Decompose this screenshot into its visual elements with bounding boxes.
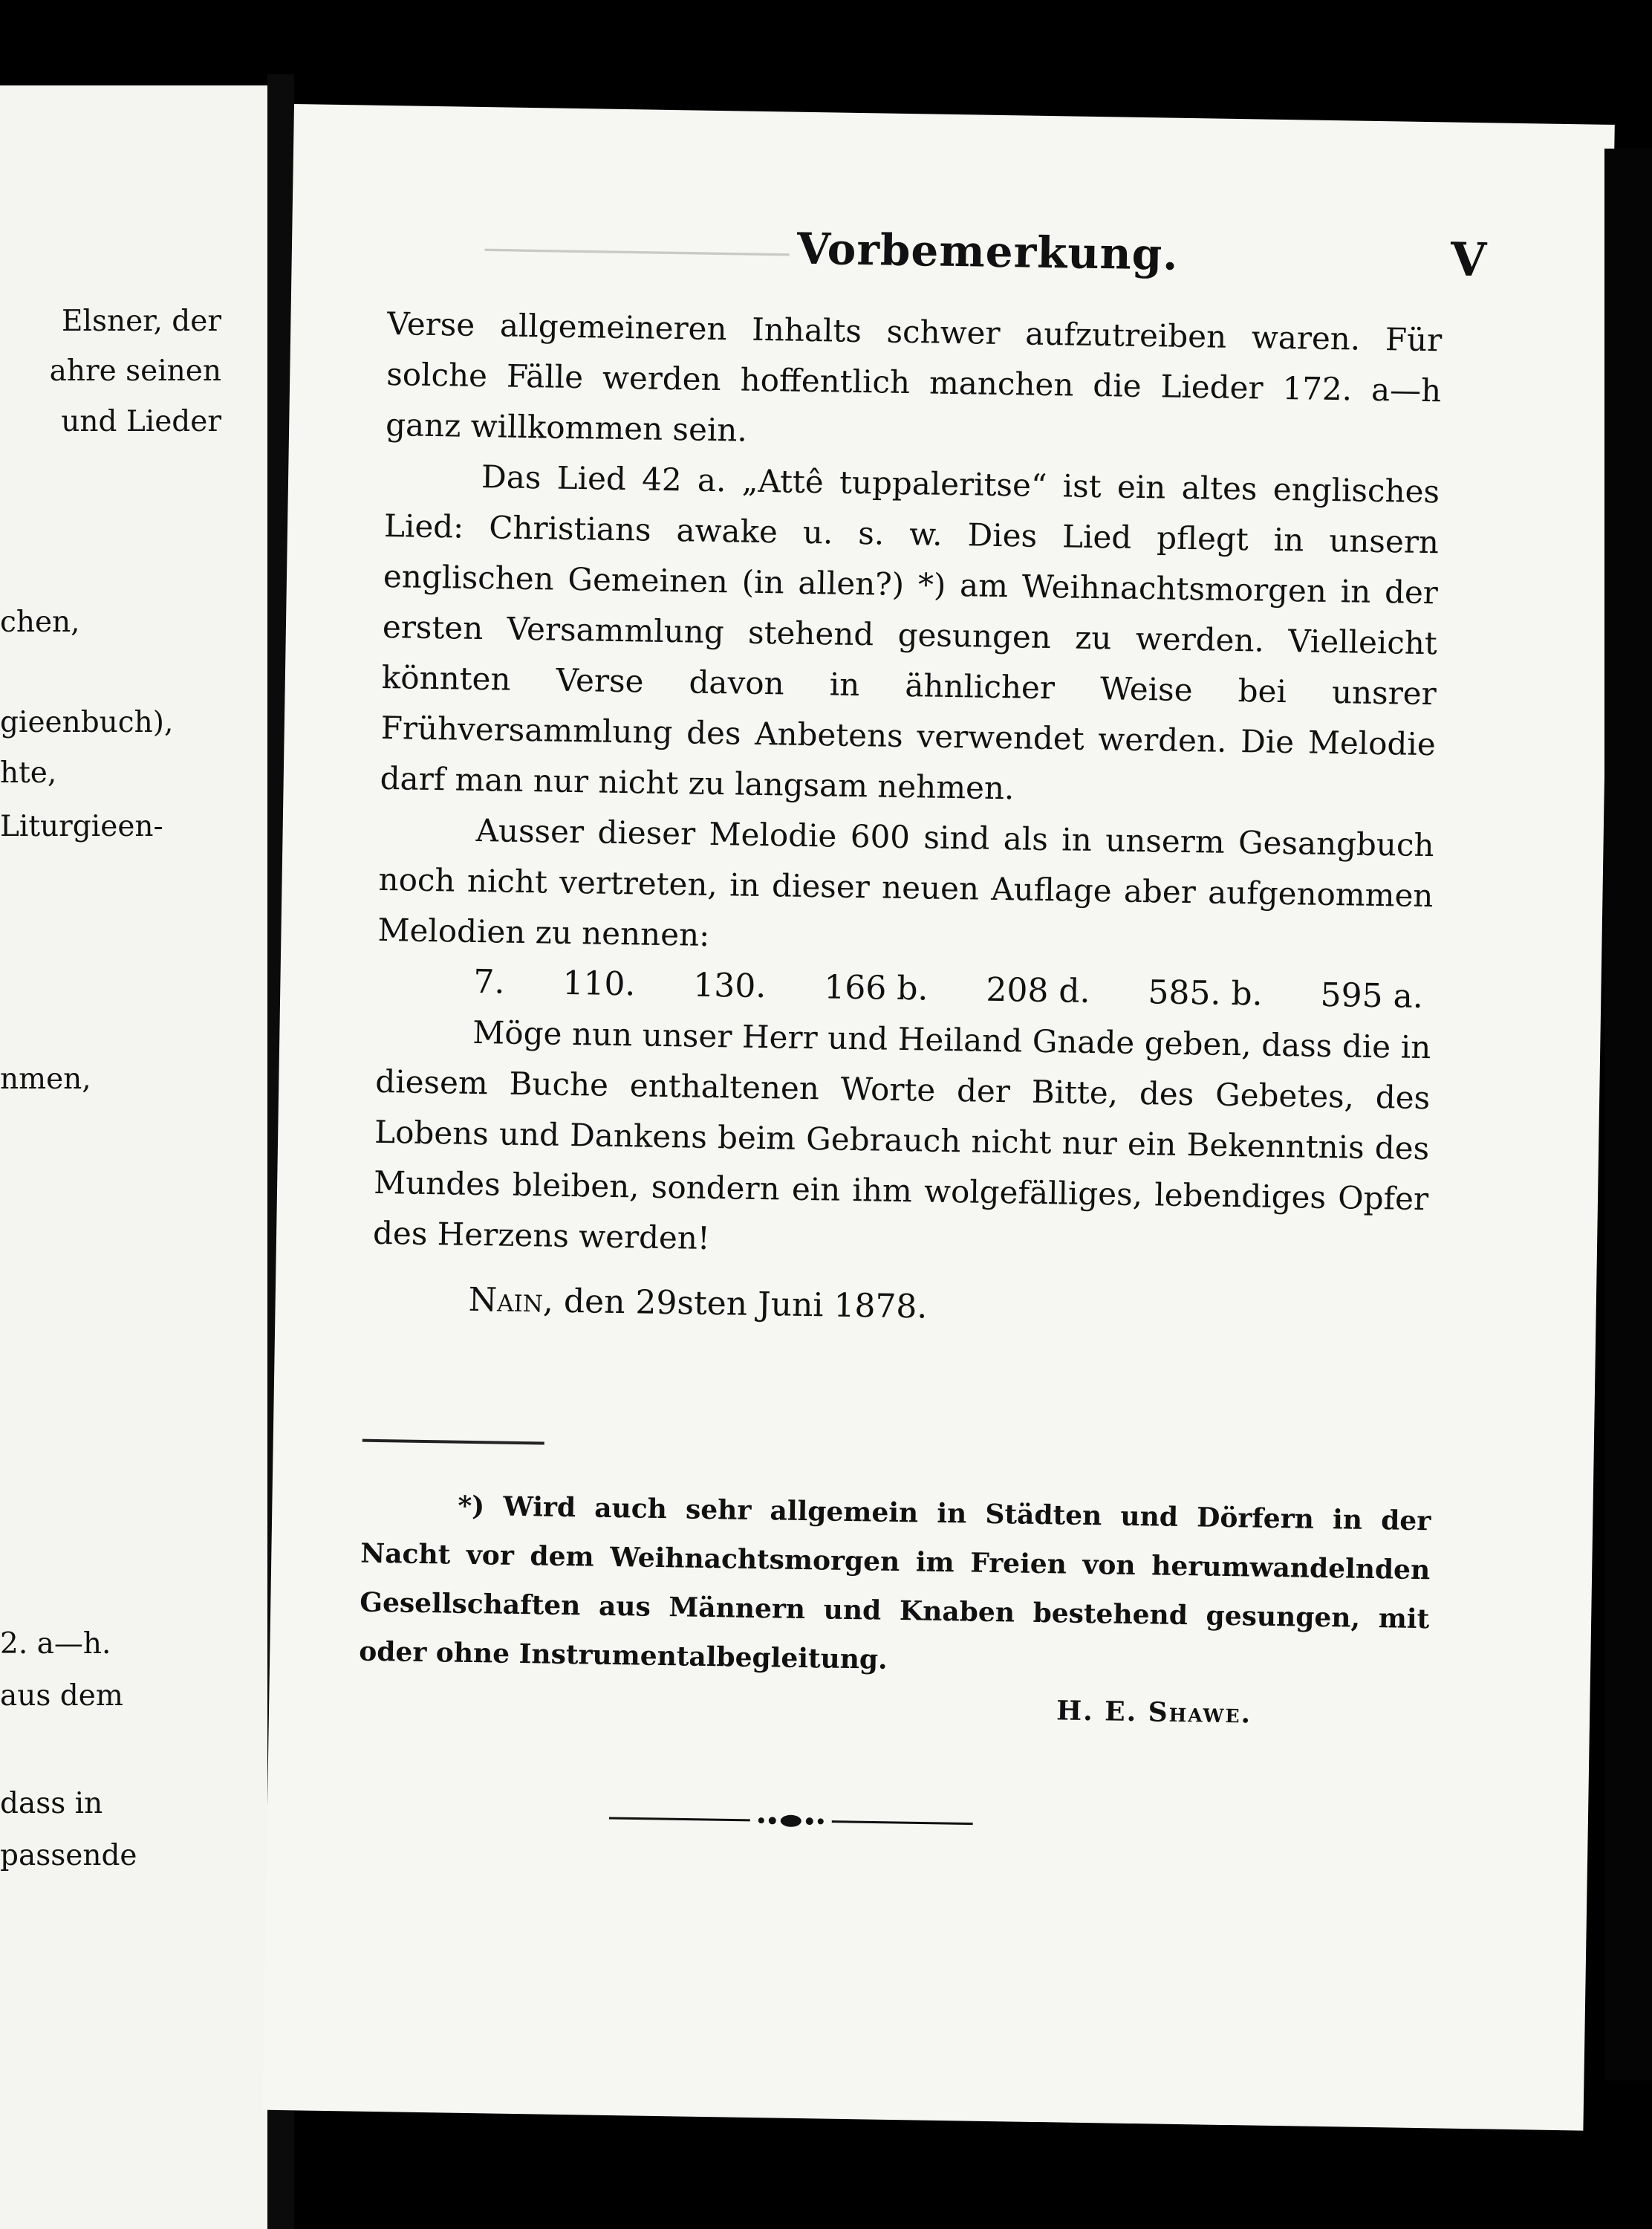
left-line-1: Elsner, der — [62, 305, 221, 338]
left-line-11: dass in — [0, 1787, 103, 1820]
left-facing-page — [0, 85, 267, 2229]
place-name: Nain — [468, 1280, 544, 1320]
date-line — [468, 1281, 927, 1326]
left-line-12: passende — [0, 1839, 137, 1872]
left-line-3: und Lieder — [61, 405, 221, 438]
melody-number: 7. — [473, 962, 505, 1002]
left-line-2: ahre seinen — [49, 354, 221, 388]
melody-number: 166 b. — [823, 968, 929, 1008]
left-line-8: nmen, — [0, 1062, 91, 1096]
left-line-5: gieenbuch), — [0, 706, 174, 739]
show-through-text: ───────────────── — [484, 233, 790, 273]
footnote-rule — [362, 1439, 544, 1445]
left-line-9: 2. a—h. — [0, 1627, 111, 1661]
paragraph-3: Ausser dieser Melodie 600 sind als in unserm Gesangbuch noch nicht vertreten, in dieser neuen Auflage aber aufgenommen Melodien zu nennen: — [377, 811, 1434, 953]
left-line-7: Liturgieen- — [0, 810, 163, 843]
main-page — [263, 104, 1615, 2131]
paragraph-2: Das Lied 42 a. „Attê tuppaleritse“ ist ein altes englisches Lied: Christians awake u. s. w. Dies Lied pflegt in unsern englischen Gemeinen (in allen?) *) am Weihnachtsmorgen in der ersten Versammlung stehend gesungen zu werden. Vielleicht könnten Verse davon in ähnlicher Weise bei unsrer Frühversammlung des Anbetens verwendet werden. Die Melodie darf man nur nicht zu langsam nehmen. — [380, 458, 1440, 807]
melody-number: 110. — [562, 964, 636, 1004]
paragraph-1: Verse allgemeineren Inhalts schwer aufzutreiben waren. Für solche Fälle werden hoffentlich manchen die Lieder 172. a—h ganz willkommen sein. — [385, 305, 1443, 449]
left-line-6: hte, — [0, 756, 57, 790]
melody-number: 208 d. — [986, 970, 1090, 1010]
melody-number: 585. b. — [1148, 973, 1264, 1013]
left-line-10: aus dem — [0, 1679, 123, 1713]
date-text: , den 29sten Juni 1878. — [542, 1282, 928, 1326]
right-scan-edge — [1604, 149, 1652, 2080]
closing-paragraph: Möge nun unser Herr und Heiland Gnade geben, dass die in diesem Buche enthaltenen Worte der Bitte, des Gebetes, des Lobens und Dankens beim Gebrauch nicht nur ein Bekenntnis des Mundes bleiben, sondern ein ihm wolgefälliges, lebendiges Opfer des Herzens werden! — [372, 1013, 1431, 1256]
footnote-text: *) Wird auch sehr allgemein in Städten und Dörfern in der Nacht vor dem Weihnachtsmorgen im Freien von herumwandelnden Gesellschaften aus Männern und Knaben bestehend gesungen, mit oder ohne Instrumentalbegleitung. — [358, 1490, 1431, 1675]
melody-number: 595 a. — [1320, 976, 1424, 1016]
ornament-divider-icon — [609, 1807, 973, 1835]
left-line-4: chen, — [0, 606, 80, 639]
footnote — [359, 1480, 1431, 1693]
melody-number: 130. — [692, 966, 767, 1006]
signature: H. E. Shawe. — [1056, 1695, 1252, 1730]
body-text — [373, 299, 1443, 1275]
page-title: Vorbemerkung. — [796, 223, 1179, 280]
page-number: V — [1450, 232, 1487, 288]
